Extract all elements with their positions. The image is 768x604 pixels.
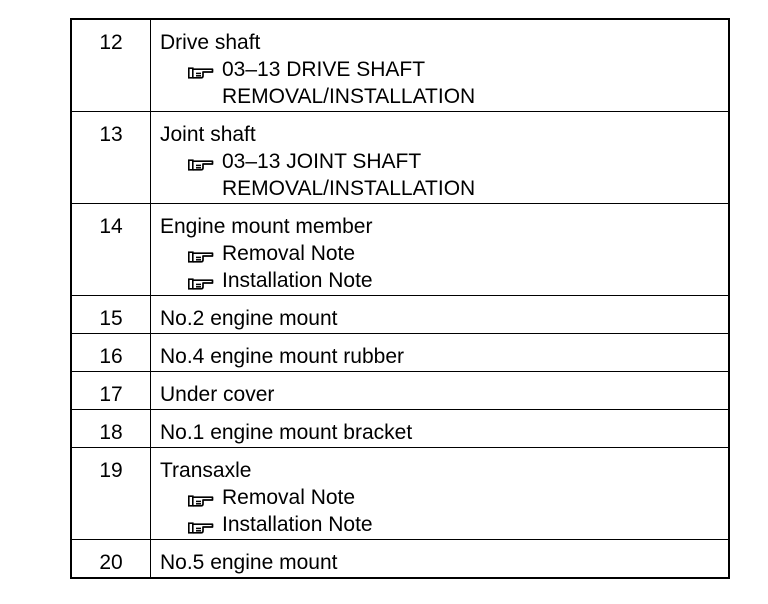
reference-text: Installation Note [222, 269, 373, 292]
table-row [71, 540, 729, 579]
table-row [71, 334, 729, 372]
reference-link[interactable] [160, 511, 728, 538]
item-name: Under cover [160, 383, 275, 406]
table-row [71, 112, 729, 204]
item-name: Drive shaft [160, 31, 261, 54]
item-number: 15 [71, 296, 151, 334]
item-number: 16 [71, 334, 151, 372]
reference-text: Installation Note [222, 513, 373, 536]
table-body [71, 19, 729, 578]
table-row [71, 372, 729, 410]
table-row [71, 19, 729, 112]
procedure-table [70, 18, 730, 579]
table-row [71, 204, 729, 296]
item-name: Engine mount member [160, 215, 373, 238]
pointing-hand-icon [186, 148, 222, 175]
item-description-cell [151, 112, 730, 204]
item-description-cell [151, 448, 730, 540]
item-name: Transaxle [160, 459, 252, 482]
pointing-hand-icon [186, 511, 222, 538]
item-number: 18 [71, 410, 151, 448]
reference-link[interactable] [160, 56, 728, 110]
item-description-cell [151, 334, 730, 372]
item-name: No.4 engine mount rubber [160, 345, 404, 368]
item-number: 13 [71, 112, 151, 204]
item-description-cell [151, 19, 730, 112]
reference-link[interactable] [160, 148, 728, 202]
reference-text: 03–13 DRIVE SHAFT REMOVAL/INSTALLATION [222, 58, 476, 108]
reference-link[interactable] [160, 484, 728, 511]
item-name: No.2 engine mount [160, 307, 338, 330]
item-number: 17 [71, 372, 151, 410]
item-number: 19 [71, 448, 151, 540]
reference-text: Removal Note [222, 242, 356, 265]
reference-link[interactable] [160, 267, 728, 294]
item-number: 12 [71, 19, 151, 112]
item-name: Joint shaft [160, 123, 256, 146]
item-description-cell [151, 540, 730, 579]
item-description-cell [151, 204, 730, 296]
reference-text: 03–13 JOINT SHAFT REMOVAL/INSTALLATION [222, 150, 476, 200]
table-row [71, 448, 729, 540]
item-number: 14 [71, 204, 151, 296]
table-row [71, 410, 729, 448]
pointing-hand-icon [186, 56, 222, 83]
item-description-cell [151, 410, 730, 448]
item-number: 20 [71, 540, 151, 579]
item-name: No.5 engine mount [160, 551, 338, 574]
table-row [71, 296, 729, 334]
pointing-hand-icon [186, 267, 222, 294]
item-name: No.1 engine mount bracket [160, 421, 413, 444]
reference-link[interactable] [160, 240, 728, 267]
reference-text: Removal Note [222, 486, 356, 509]
pointing-hand-icon [186, 240, 222, 267]
item-description-cell [151, 372, 730, 410]
pointing-hand-icon [186, 484, 222, 511]
item-description-cell [151, 296, 730, 334]
